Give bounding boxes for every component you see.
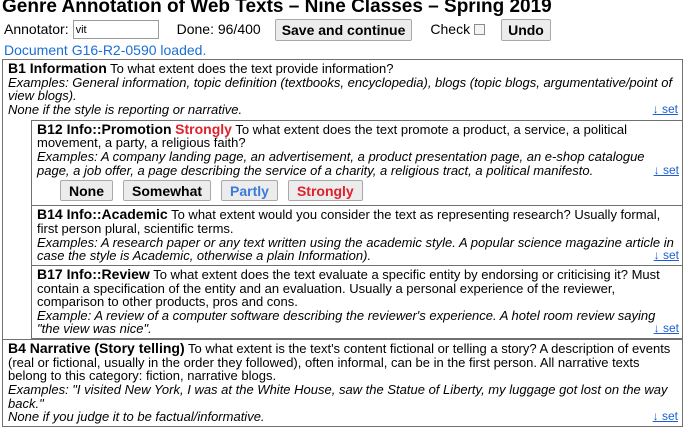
b1-subcategories <box>31 120 683 339</box>
b1-set-link[interactable]: ↓ set <box>652 101 678 116</box>
b1-question: To what extent does the text provide information? <box>110 61 394 76</box>
b17-question: To what extent does the text evaluate a specific entity by endorsing or criticising it? Must contain a specification of the entity and an evaluation. Usually a personal experience of the reviewer, comparison to other products, pros and cons. <box>37 266 660 310</box>
b14-code: B14 Info::Academic <box>37 206 168 223</box>
b4-none-row <box>8 410 678 424</box>
b1-header <box>8 61 678 76</box>
category-b17 <box>31 266 683 339</box>
status-message: Document G16-R2-0590 loaded. <box>4 42 207 58</box>
category-b1 <box>2 59 683 339</box>
b14-set-link[interactable]: ↓ set <box>653 248 679 263</box>
option-partly-button[interactable]: Partly <box>221 180 278 201</box>
annotator-label: Annotator: <box>4 21 69 38</box>
category-b14 <box>31 206 683 266</box>
annotator-input[interactable] <box>73 20 159 39</box>
b1-code: B1 Information <box>8 60 107 76</box>
b1-none-note: None if the style is reporting or narrative. <box>8 101 243 117</box>
undo-button[interactable]: Undo <box>501 19 551 41</box>
b14-examples-row <box>37 236 679 263</box>
b12-examples-row <box>37 150 679 177</box>
b4-code: B4 Narrative (Story telling) <box>8 340 185 357</box>
b12-header <box>37 122 679 150</box>
page-title: Genre Annotation of Web Texts – Nine Classes – Spring 2019 <box>2 0 552 17</box>
b4-question: To what extent is the text's content fictional or telling a story? A description of events (real or fictional, usually in the order they followed), often informal, can be in the first person. All narrative texts belong to this category: fiction, narrative blogs. <box>8 341 671 384</box>
check-label: Check <box>430 21 471 38</box>
b17-examples-row <box>37 309 679 336</box>
b12-code: B12 Info::Promotion <box>37 120 172 137</box>
b14-header <box>37 207 679 235</box>
progress-counter: Done: 96/400 <box>176 21 261 38</box>
check-checkbox[interactable] <box>474 24 485 35</box>
category-b12 <box>31 120 683 207</box>
option-none-button[interactable]: None <box>60 180 113 201</box>
b4-set-link[interactable]: ↓ set <box>652 409 678 424</box>
b12-options <box>37 177 679 203</box>
b4-none-note: None if you judge it to be factual/informative. <box>8 409 265 425</box>
b12-selected-value: Strongly <box>175 120 232 137</box>
b12-examples: Examples: A company landing page, an advertisement, a product presentation page, an e-shop catalogue page, a job offer, a page describing the service of a charity, a religious tract, a political manifesto. <box>37 148 645 178</box>
toolbar <box>0 17 685 42</box>
b17-code: B17 Info::Review <box>37 265 150 282</box>
save-and-continue-button[interactable]: Save and continue <box>275 19 413 41</box>
b4-examples: Examples: "I visited New York, I was at the White House, saw the Statue of Liberty, my luggage got lost on the way back." <box>8 382 668 411</box>
b17-examples: Example: A review of a computer software describing the reviewer's experience. A hotel room review saying "the view was nice". <box>37 307 656 337</box>
option-strongly-button[interactable]: Strongly <box>288 180 363 201</box>
b12-set-link[interactable]: ↓ set <box>653 162 679 177</box>
b14-question: To what extent would you consider the text as representing research? Usually formal, first person plural, scientific terms. <box>37 207 661 236</box>
b17-set-link[interactable]: ↓ set <box>653 321 679 336</box>
option-somewhat-button[interactable]: Somewhat <box>123 180 211 201</box>
b17-header <box>37 267 679 309</box>
b14-examples: Examples: A research paper or any text written using the academic style. A popular science magazine article in case the style is Academic, otherwise a plain Information). <box>37 234 674 264</box>
b4-header <box>8 341 678 383</box>
category-b4 <box>2 339 683 427</box>
b1-none-row <box>8 103 678 120</box>
b12-question: To what extent does the text promote a product, a service, a political movement, a party, a religious faith? <box>37 121 628 151</box>
b1-examples: Examples: General information, topic definition (textbooks, encyclopedia), blogs (topic blogs, argumentative/point of view blogs). <box>8 74 673 104</box>
